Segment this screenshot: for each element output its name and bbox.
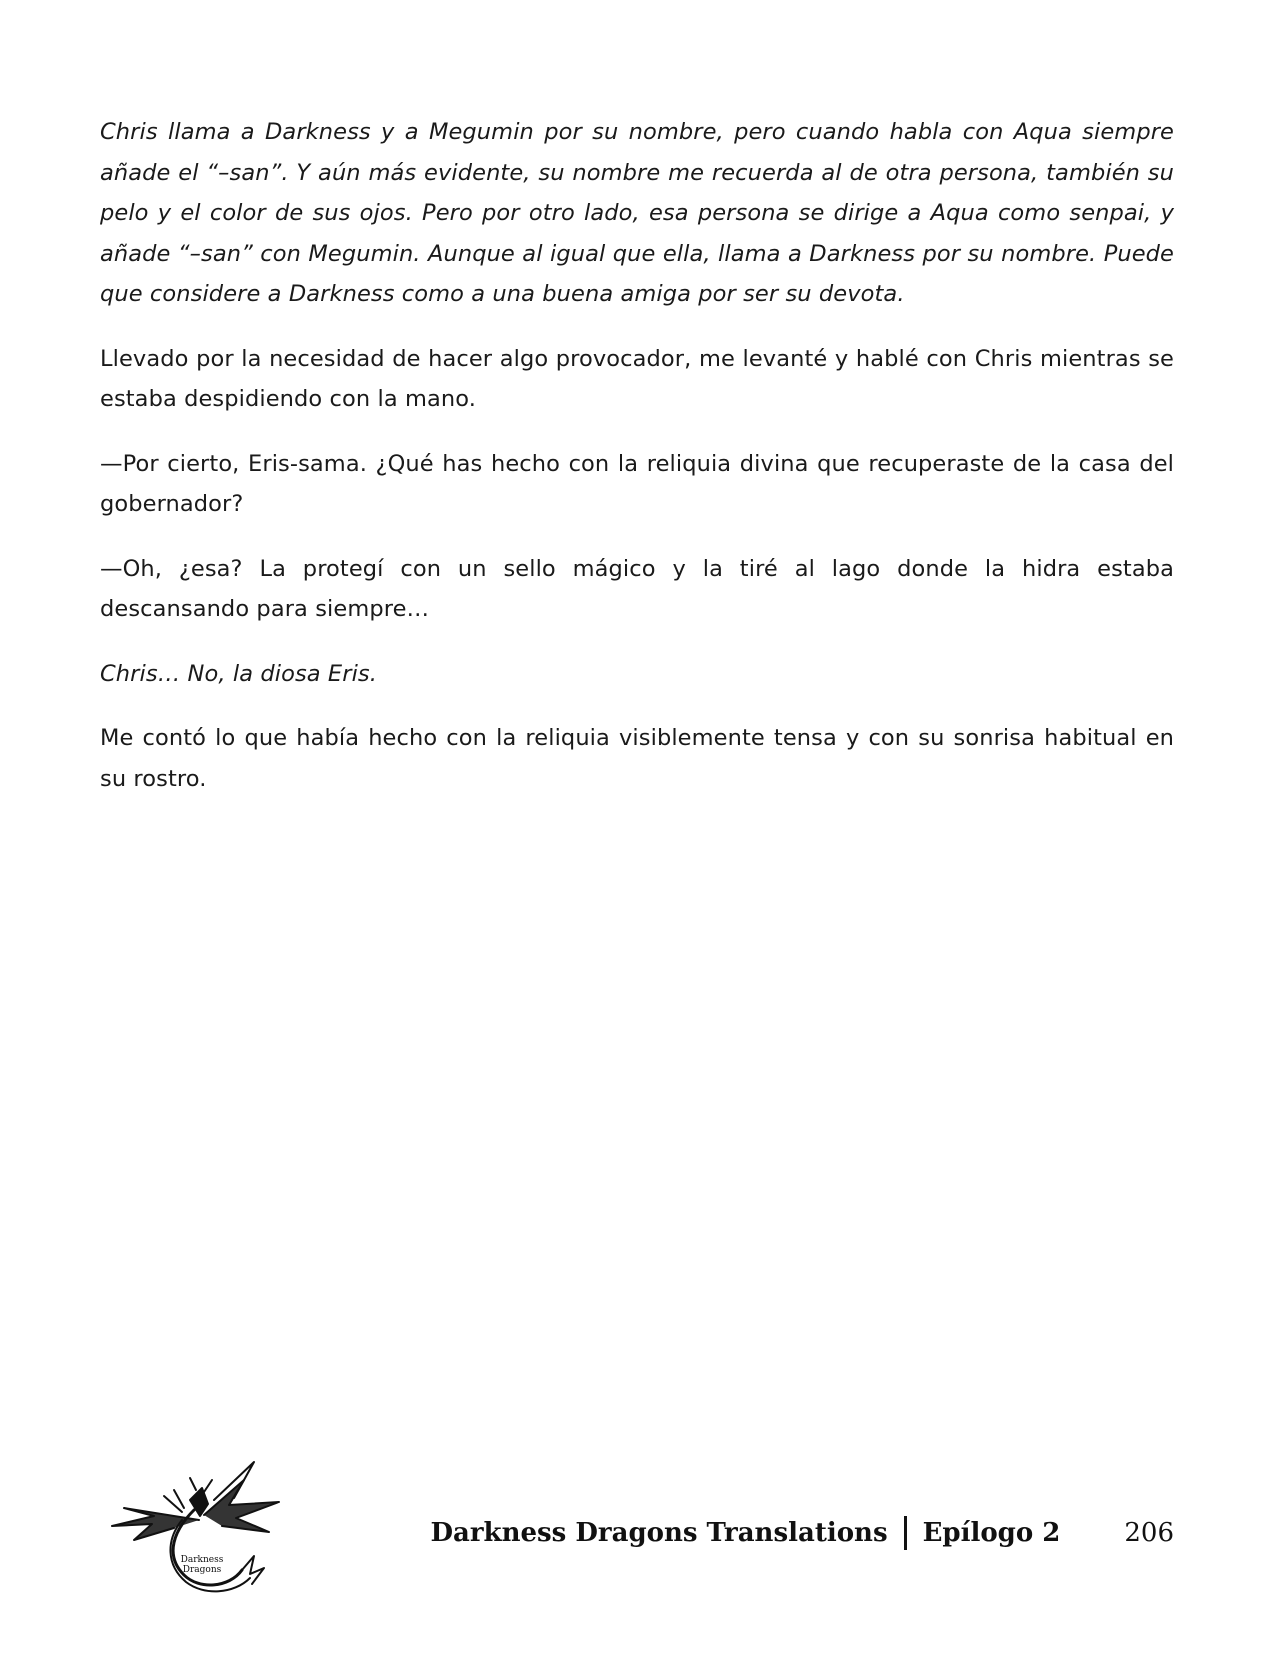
- page-number: 206: [1124, 1518, 1174, 1548]
- paragraph-4: —Oh, ¿esa? La protegí con un sello mágico y la tiré al lago donde la hidra estaba descansando para siempre…: [100, 555, 1174, 622]
- paragraph-1: Chris llama a Darkness y a Megumin por su nombre, pero cuando habla con Aqua siempre añade el “–san”. Y aún más evidente, su nombre me recuerda al de otra persona, también su pelo y el color de sus ojos. Pero por otro lado, esa persona se dirige a Aqua como senpai, y añade “–san” con Megumin. Aunque al igual que ella, llama a Darkness por su nombre. Puede que considere a Darkness como a una buena amiga por ser su devota.: [100, 119, 1174, 307]
- logo-text-line2: Dragons: [182, 1565, 222, 1575]
- logo-text-line1: Darkness: [180, 1555, 224, 1565]
- footer-title: [430, 1516, 1174, 1550]
- page-footer: [0, 1460, 1280, 1610]
- paragraph-2: Llevado por la necesidad de hacer algo provocador, me levanté y hablé con Chris mientras se estaba despidiendo con la mano.: [100, 345, 1174, 412]
- paragraph-5: Chris… No, la diosa Eris.: [100, 660, 377, 687]
- paragraph-6: Me contó lo que había hecho con la reliquia visiblemente tensa y con su sonrisa habitual en su rostro.: [100, 725, 1174, 792]
- dragon-logo-icon: [104, 1460, 294, 1600]
- paragraph-3: —Por cierto, Eris-sama. ¿Qué has hecho con la reliquia divina que recuperaste de la casa del gobernador?: [100, 450, 1174, 517]
- page-body: [100, 112, 1174, 823]
- footer-separator: [904, 1516, 907, 1550]
- chapter-name: Epílogo 2: [922, 1518, 1061, 1548]
- group-name: Darkness Dragons Translations: [430, 1518, 888, 1548]
